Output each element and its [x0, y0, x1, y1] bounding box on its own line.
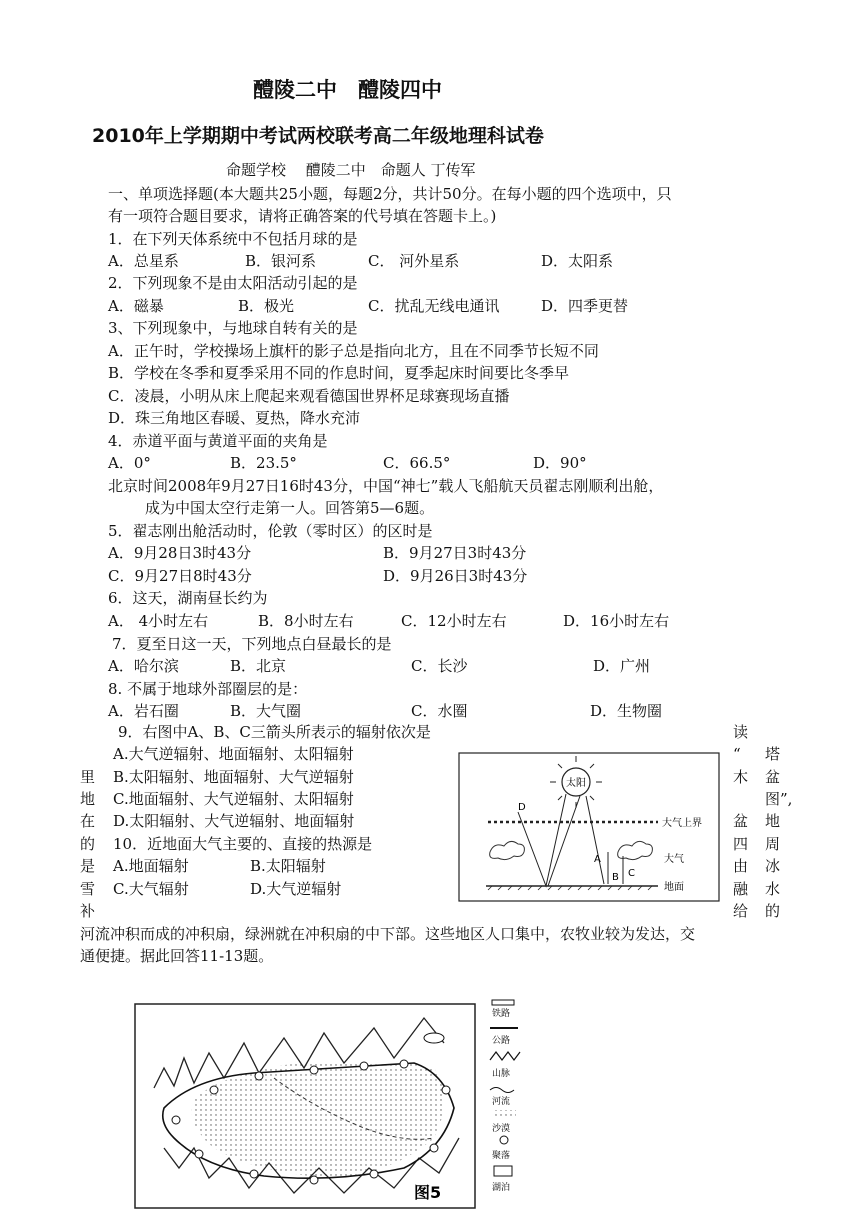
- side-char: 水: [765, 880, 781, 898]
- tarim-basin-map: [134, 998, 552, 1210]
- settlement-legend-icon: [500, 1136, 508, 1144]
- legend-road: 公路: [492, 1036, 511, 1046]
- side-char: 的: [80, 835, 96, 853]
- q6-option-c: C．12小时左右: [401, 612, 507, 630]
- q3-option-d: D．珠三角地区春暖、夏热，降水充沛: [108, 409, 361, 427]
- school-names: 醴陵二中 醴陵四中: [253, 78, 442, 102]
- q8-stem: 8. 不属于地球外部圈层的是：: [108, 680, 308, 698]
- q5-option-c: C．9月27日8时43分: [108, 567, 252, 585]
- side-char: 雪: [80, 880, 96, 898]
- arrow-label-b: B: [612, 872, 619, 883]
- side-char: 地: [80, 790, 96, 808]
- q3-option-b: B．学校在冬季和夏季采用不同的作息时间，夏季起床时间要比冬季早: [108, 364, 570, 382]
- lake-legend-icon: [494, 1166, 512, 1176]
- section-intro-line2: 有一项符合题目要求，请将正确答案的代号填在答题卡上。): [108, 207, 497, 225]
- arrow-label-c: C: [628, 868, 635, 879]
- side-char: 地: [765, 812, 781, 830]
- atmosphere-top-label: 大气上界: [662, 818, 702, 829]
- q9-option-d: D.太阳辐射、大气逆辐射、地面辐射: [113, 812, 355, 830]
- q10-option-a: A.地面辐射: [113, 857, 189, 875]
- q6-stem: 6．这天，湖南昼长约为: [108, 589, 268, 607]
- q6-option-a: A． 4小时左右: [108, 612, 209, 630]
- side-char: 是: [80, 857, 96, 875]
- q5-option-b: B．9月27日3时43分: [383, 544, 527, 562]
- passage-11-13-line1: 河流冲积而成的冲积扇，绿洲就在冲积扇的中下部。这些地区人口集中，农牧业较为发达，交: [80, 925, 696, 943]
- side-char: 盆: [733, 812, 749, 830]
- side-char: 盆: [765, 768, 781, 786]
- side-char: 读: [733, 723, 749, 741]
- q7-option-c: C．长沙: [411, 657, 468, 675]
- q3-option-a: A．正午时，学校操场上旗杆的影子总是指向北方，且在不同季节长短不同: [108, 342, 599, 360]
- sun-label: 太阳: [566, 778, 586, 789]
- side-char: 里: [80, 768, 96, 786]
- q2-option-d: D．四季更替: [541, 297, 629, 315]
- q1-option-a: A．总星系: [108, 252, 179, 270]
- q4-option-b: B．23.5°: [230, 454, 297, 472]
- arrow-label-a: A: [594, 854, 601, 865]
- q2-stem: 2．下列现象不是由太阳活动引起的是: [108, 274, 358, 292]
- author-line: 命题学校 醴陵二中 命题人 丁传军: [226, 161, 476, 179]
- legend-desert: 沙漠: [492, 1124, 511, 1134]
- radiation-diagram: [458, 752, 720, 902]
- section-intro-line1: 一、单项选择题(本大题共25小题，每题2分，共计50分。在每小题的四个选项中，只: [108, 185, 672, 203]
- q4-option-d: D．90°: [533, 454, 587, 472]
- side-char: 周: [765, 835, 781, 853]
- mountain-legend-icon: [490, 1052, 520, 1060]
- q5-option-d: D．9月26日3时43分: [383, 567, 528, 585]
- q9-option-a: A.大气逆辐射、地面辐射、太阳辐射: [113, 745, 354, 763]
- side-char: 冰: [765, 857, 781, 875]
- ground-label: 地面: [664, 882, 684, 893]
- passage-5-6-line1: 北京时间2008年9月27日16时43分，中国“神七”载人飞船航天员翟志刚顺利出舱，: [108, 477, 664, 495]
- desert-legend-icon: [492, 1110, 516, 1118]
- passage-5-6-line2: 成为中国太空行走第一人。回答第5—6题。: [145, 499, 435, 517]
- side-char: 由: [733, 857, 749, 875]
- q8-option-b: B．大气圈: [230, 702, 302, 720]
- arrow-label-d: D: [518, 802, 526, 813]
- side-char: 补: [80, 902, 96, 920]
- legend-lake: 湖泊: [492, 1183, 511, 1193]
- q9-option-c: C.地面辐射、大气逆辐射、太阳辐射: [113, 790, 354, 808]
- legend-railway: 铁路: [492, 1009, 511, 1019]
- q4-option-c: C．66.5°: [383, 454, 451, 472]
- q7-option-d: D．广州: [593, 657, 651, 675]
- q2-option-b: B．极光: [238, 297, 295, 315]
- q9-stem: 9．右图中A、B、C三箭头所表示的辐射依次是: [118, 723, 431, 741]
- side-char: 木: [733, 768, 749, 786]
- q3-stem: 3、下列现象中，与地球自转有关的是: [108, 319, 358, 337]
- q10-stem: 10．近地面大气主要的、直接的热源是: [113, 835, 373, 853]
- q6-option-b: B．8小时左右: [258, 612, 354, 630]
- q8-option-a: A．岩石圈: [108, 702, 179, 720]
- figure-caption: 图5: [414, 1183, 442, 1202]
- q5-stem: 5．翟志刚出舱活动时，伦敦（零时区）的区时是: [108, 522, 433, 540]
- map-legend: [490, 1000, 520, 1193]
- legend-mountain: 山脉: [492, 1069, 511, 1079]
- q4-option-a: A．0°: [108, 454, 151, 472]
- q1-stem: 1．在下列天体系统中不包括月球的是: [108, 230, 358, 248]
- q10-option-d: D.大气逆辐射: [250, 880, 342, 898]
- lake-icon: [424, 1033, 444, 1043]
- side-char: 的: [765, 902, 781, 920]
- q1-option-b: B．银河系: [245, 252, 317, 270]
- railway-legend-icon: [492, 1000, 514, 1005]
- side-char: 融: [733, 880, 749, 898]
- q6-option-d: D．16小时左右: [563, 612, 670, 630]
- q8-option-d: D．生物圈: [590, 702, 663, 720]
- exam-title: 2010年上学期期中考试两校联考高二年级地理科试卷: [92, 125, 544, 147]
- river-legend-icon: [490, 1088, 514, 1093]
- legend-river: 河流: [492, 1097, 511, 1107]
- q3-option-c: C．凌晨，小明从床上爬起来观看德国世界杯足球赛现场直播: [108, 387, 510, 405]
- q10-option-c: C.大气辐射: [113, 880, 189, 898]
- q7-stem: 7．夏至日这一天，下列地点白昼最长的是: [112, 635, 392, 653]
- q9-option-b: B.太阳辐射、地面辐射、大气逆辐射: [113, 768, 354, 786]
- passage-11-13-line2: 通便捷。据此回答11-13题。: [80, 947, 274, 965]
- side-char: 在: [80, 812, 96, 830]
- q7-option-a: A．哈尔滨: [108, 657, 179, 675]
- q7-option-b: B．北京: [230, 657, 287, 675]
- side-char: “: [733, 745, 741, 763]
- side-char: 塔: [765, 745, 781, 763]
- side-char: 四: [733, 835, 749, 853]
- q5-option-a: A．9月28日3时43分: [108, 544, 252, 562]
- q10-option-b: B.太阳辐射: [250, 857, 326, 875]
- q4-stem: 4．赤道平面与黄道平面的夹角是: [108, 432, 328, 450]
- legend-settlement: 聚落: [492, 1151, 511, 1161]
- side-char: 图”,: [765, 790, 793, 808]
- side-char: 给: [733, 902, 749, 920]
- q2-option-a: A．磁暴: [108, 297, 164, 315]
- q1-option-c: C． 河外星系: [368, 252, 460, 270]
- q1-option-d: D．太阳系: [541, 252, 614, 270]
- atmosphere-label: 大气: [664, 854, 684, 865]
- q8-option-c: C．水圈: [411, 702, 468, 720]
- q2-option-c: C．扰乱无线电通讯: [368, 297, 500, 315]
